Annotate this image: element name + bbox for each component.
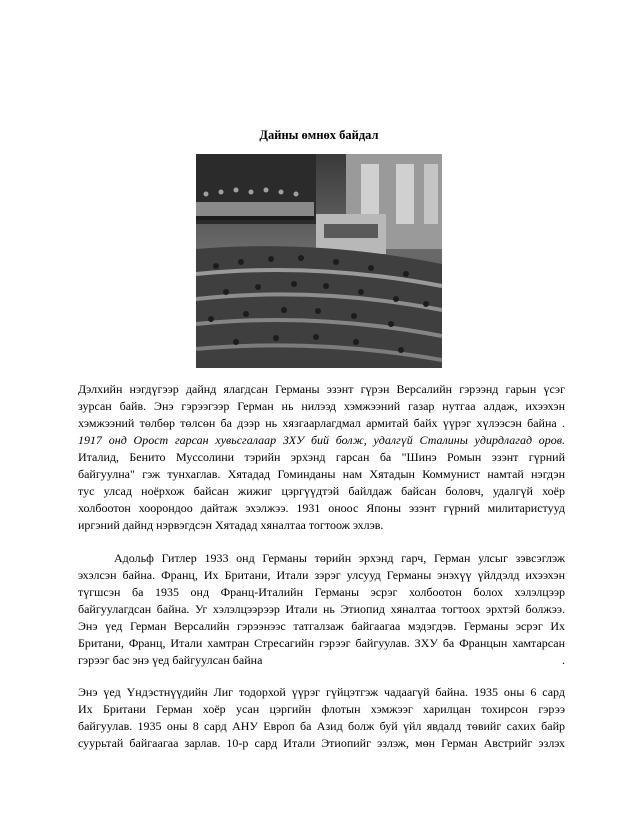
text-line-indented: Адольф Гитлер 1933 онд Германы төрийн эрхэнд гарч, Герман улсыг зэвсэглэж: [114, 551, 565, 565]
text-line: Дэлхийн нэгдүгээр дайнд ялагдсан Германы эзэнт гүрэн Версалийн гэрээнд гарын үсэг: [78, 382, 565, 396]
text-line: байгуулна" гэж тунхаглав. Хятадад Гоминданы нам Хятадын Коммунист намтай нэгдэн: [78, 467, 565, 481]
text-line: [78, 652, 565, 669]
text-line: Энэ үед Герман Версалийн гэрээнээс татгалзаж байгаагаа мэдэгдэв. Германы эсрэг Их: [78, 619, 565, 633]
text-line: байгуулав. 1935 оны 8 сард АНУ Европ ба Азид болж буй үйл явдалд төвийг сахих байр: [78, 719, 565, 733]
text-line-content: гэрээг бас энэ үед байгуулсан байна: [78, 653, 263, 667]
text-line: зурсан байв. Энэ гэрээгээр Герман нь нилээд хэмжээний газар нутгаа алдаж, ихээхэн: [78, 399, 565, 413]
text-line: Их Британи Герман хоёр усан цэргийн флотын хэмжээг харилцан тохирсон гэрээ: [78, 702, 565, 716]
text-line: Италид, Бенито Муссолини тэрийн эрхэнд гарсан ба "Шинэ Ромын эзэнт гүрний: [78, 450, 565, 464]
page-title: Дайны өмнөх байдал: [259, 128, 379, 142]
text-line: Энэ үед Үндэстнүүдийн Лиг тодорхой үүрэг гүйцэтгэж чадаагүй байна. 1935 оны 6 сард: [78, 685, 565, 699]
text-line: иргэний дайнд нэрвэгдсэн Хятадад хяналтаа тогтоож эхлэв.: [78, 518, 384, 532]
text-line: Британи, Франц, Итали хамтран Стресагийн гэрээг байгуулав. ЗХУ ба Францын хамтарсан: [78, 636, 565, 650]
text-line: эхэлсэн байна. Франц, Их Британи, Итали зэрэг улсууд Германы энэхүү үйлдэлд ихээхэн: [78, 568, 565, 582]
paragraph-hitler-rise: [78, 550, 565, 669]
paragraph-prewar-context: [78, 381, 565, 534]
text-line: суурьтай байгаагаа зарлав. 10-р сард Итали Этиопийг эзлэж, мөн Герман Австрийг эзлэх: [78, 736, 565, 750]
text-line: хэмжээний төлбөр төлсөн ба дээр нь хязгаарлагдмал армитай байх үүрэг хүлээсэн байна .: [78, 416, 565, 430]
text-line: холбоотон хоорондоо дайтаж эхэлжээ. 1931 оноос Японы эзэнт гүрний милитаристууд: [78, 501, 565, 515]
text-line: тус улсад ноёрхож байсан жижиг цэргүүдтэй байлдаж байсан боловч, удалгүй хоёр: [78, 484, 565, 498]
text-line-italic: 1917 онд Орост гарсан хувьсгалаар ЗХУ бий болж, удалгүй Сталины удирдлагад оров.: [78, 433, 565, 447]
text-line: түгшсэн ба 1935 онд Франц-Италийн Германы эсрэг холбоотон болох хэлэлцээр: [78, 585, 565, 599]
text-line: байгуулагдсан байна. Уг хэлэлцээрээр Итали нь Этиопид хяналтаа тогтоох эрхтэй болжээ.: [78, 602, 565, 616]
line-end-dot: .: [562, 653, 565, 667]
assembly-hall-photo: [196, 154, 442, 368]
paragraph-league-of-nations: [78, 684, 565, 752]
